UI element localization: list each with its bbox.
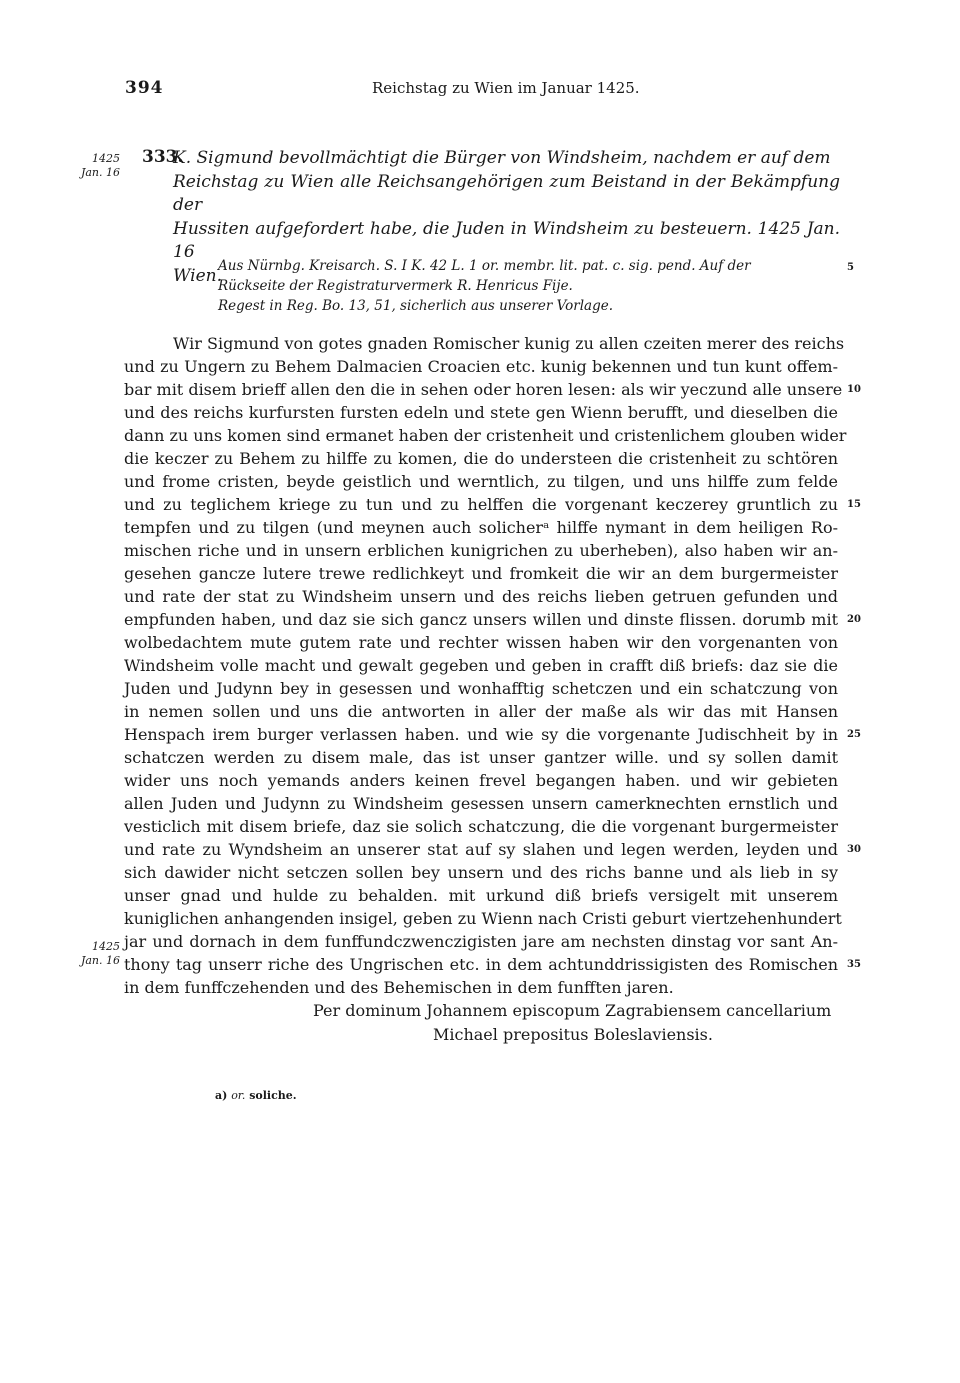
text-line: Henspach irem burger verlassen haben. und wie sy die vorgenante Judischheit by in (124, 725, 838, 744)
page-number: 394 (125, 78, 164, 98)
text-line: jar und dornach in dem funffundczwenczigisten jare am nechsten dinstag vor sant An- (124, 932, 838, 951)
text-line: Windsheim volle macht und gewalt gegeben und geben in crafft diß briefs: daz sie die (124, 656, 838, 675)
text-line: in dem funffczehenden und des Behemischen in dem funfften jaren. (124, 978, 674, 997)
text-line: und rate der stat zu Windsheim unsern und des reichs lieben getruen gefunden und (124, 587, 838, 606)
margin-date-bottom (60, 940, 120, 968)
regest-line: Reichstag zu Wien alle Reichsangehörigen zum Beistand in der Bekämpfung der (173, 171, 840, 215)
text-line: und zu teglichem kriege zu tun und zu helffen die vorgenant keczerey gruntlich zu (124, 495, 838, 514)
text-line: gesehen gancze lutere trewe redlichkeyt und fromkeit die wir an dem burgermeister (124, 564, 838, 583)
signature-line: Michael prepositus Boleslaviensis. (433, 1025, 713, 1044)
text-line: in nemen sollen und uns die antworten in aller der maße als wir das mit Hansen (124, 702, 838, 721)
text-line: thony tag unserr riche des Ungrischen etc. in dem achtunddrissigisten des Romischen (124, 955, 838, 974)
regest-line: Hussiten aufgefordert habe, die Juden in Windsheim zu besteuern. 1425 Jan. 16 (173, 218, 840, 262)
source-line: Aus Nürnbg. Kreisarch. S. I K. 42 L. 1 or. membr. lit. pat. c. sig. pend. Auf der (218, 258, 751, 274)
text-line: empfunden haben, und daz sie sich gancz unsers willen und dinste flissen. dorumb mit (124, 610, 838, 629)
document-number: 333. (142, 147, 184, 167)
margin-year: 1425 (92, 152, 120, 165)
line-number: 15 (847, 499, 861, 510)
line-number: 35 (847, 959, 861, 970)
source-note (218, 256, 840, 316)
footnote-text: soliche. (249, 1089, 297, 1102)
text-line: und zu Ungern zu Behem Dalmacien Croacien etc. kunig bekennen und tun kunt offem- (124, 357, 838, 376)
text-line: die keczer zu Behem zu hilffe zu komen, die do understeen die cristenheit zu schtören (124, 449, 838, 468)
regest-line: K. Sigmund bevollmächtigt die Bürger von Windsheim, nachdem er auf dem (173, 148, 831, 168)
text-line: schatczen werden zu disem male, das ist unser gantzer wille. und sy sollen damit (124, 748, 838, 767)
text-line: tempfen und zu tilgen (und meynen auch solicherᵃ hilffe nymant in dem heiligen Ro- (124, 518, 838, 537)
signature-line: Per dominum Johannem episcopum Zagrabiensem cancellarium (313, 1001, 832, 1020)
line-number: 10 (847, 384, 861, 395)
text-line: Wir Sigmund von gotes gnaden Romischer kunig zu allen czeiten merer des reichs (173, 334, 845, 353)
text-line: und frome cristen, beyde geistlich und werntlich, zu tilgen, und uns hilffe zum felde (124, 472, 838, 491)
line-number: 25 (847, 729, 861, 740)
text-line: und des reichs kurfursten fursten edeln und stete gen Wienn berufft, und dieselben die (124, 403, 838, 422)
text-line: unser gnad und hulde zu behalden. mit urkund diß briefs versigelt mit unserem (124, 886, 838, 905)
regest-line: Wien. (173, 265, 223, 286)
margin-year: 1425 (92, 940, 120, 953)
text-line: wider uns noch yemands anders keinen frevel begangen haben. und wir gebieten (124, 771, 838, 790)
source-line: Rückseite der Registraturvermerk R. Henricus Fije. (218, 278, 573, 294)
text-line: Juden und Judynn bey in gesessen und wonhafftig schetczen und ein schatczung von (124, 679, 838, 698)
text-line: allen Juden und Judynn zu Windsheim gesessen unsern camerknechten ernstlich und (124, 794, 838, 813)
text-line: wolbedachtem mute gutem rate und rechter wissen haben wir den vorgenanten von (124, 633, 838, 652)
line-number: 20 (847, 614, 861, 625)
margin-day: Jan. 16 (80, 166, 120, 179)
footnote (215, 1089, 297, 1102)
line-number: 5 (847, 262, 854, 273)
footnote-source: or. (231, 1089, 246, 1102)
margin-day: Jan. 16 (80, 954, 120, 967)
line-number: 30 (847, 844, 861, 855)
running-title: Reichstag zu Wien im Januar 1425. (372, 79, 640, 97)
text-line: bar mit disem brieff allen den die in sehen oder horen lesen: als wir yeczund alle unsere (124, 380, 843, 399)
text-line: vesticlich mit disem briefe, daz sie solich schatczung, die die vorgenant burgermeister (124, 817, 838, 836)
text-line: sich dawider nicht setczen sollen bey unsern und des richs banne und als lieb in sy (124, 863, 838, 882)
footnote-mark: a) (215, 1089, 228, 1102)
source-line: Regest in Reg. Bo. 13, 51, sicherlich aus unserer Vorlage. (218, 298, 613, 314)
text-line: und rate zu Wyndsheim an unserer stat auf sy slahen und legen werden, leyden und (124, 840, 838, 859)
text-line: dann zu uns komen sind ermanet haben der cristenheit und cristenlichem glouben wider (124, 426, 847, 445)
margin-date-top (60, 152, 120, 180)
text-line: mischen riche und in unsern erblichen kunigrichen zu uberheben), also haben wir an- (124, 541, 838, 560)
text-line: kuniglichen anhangenden insigel, geben zu Wienn nach Cristi geburt viertzehenhundert (124, 909, 842, 928)
